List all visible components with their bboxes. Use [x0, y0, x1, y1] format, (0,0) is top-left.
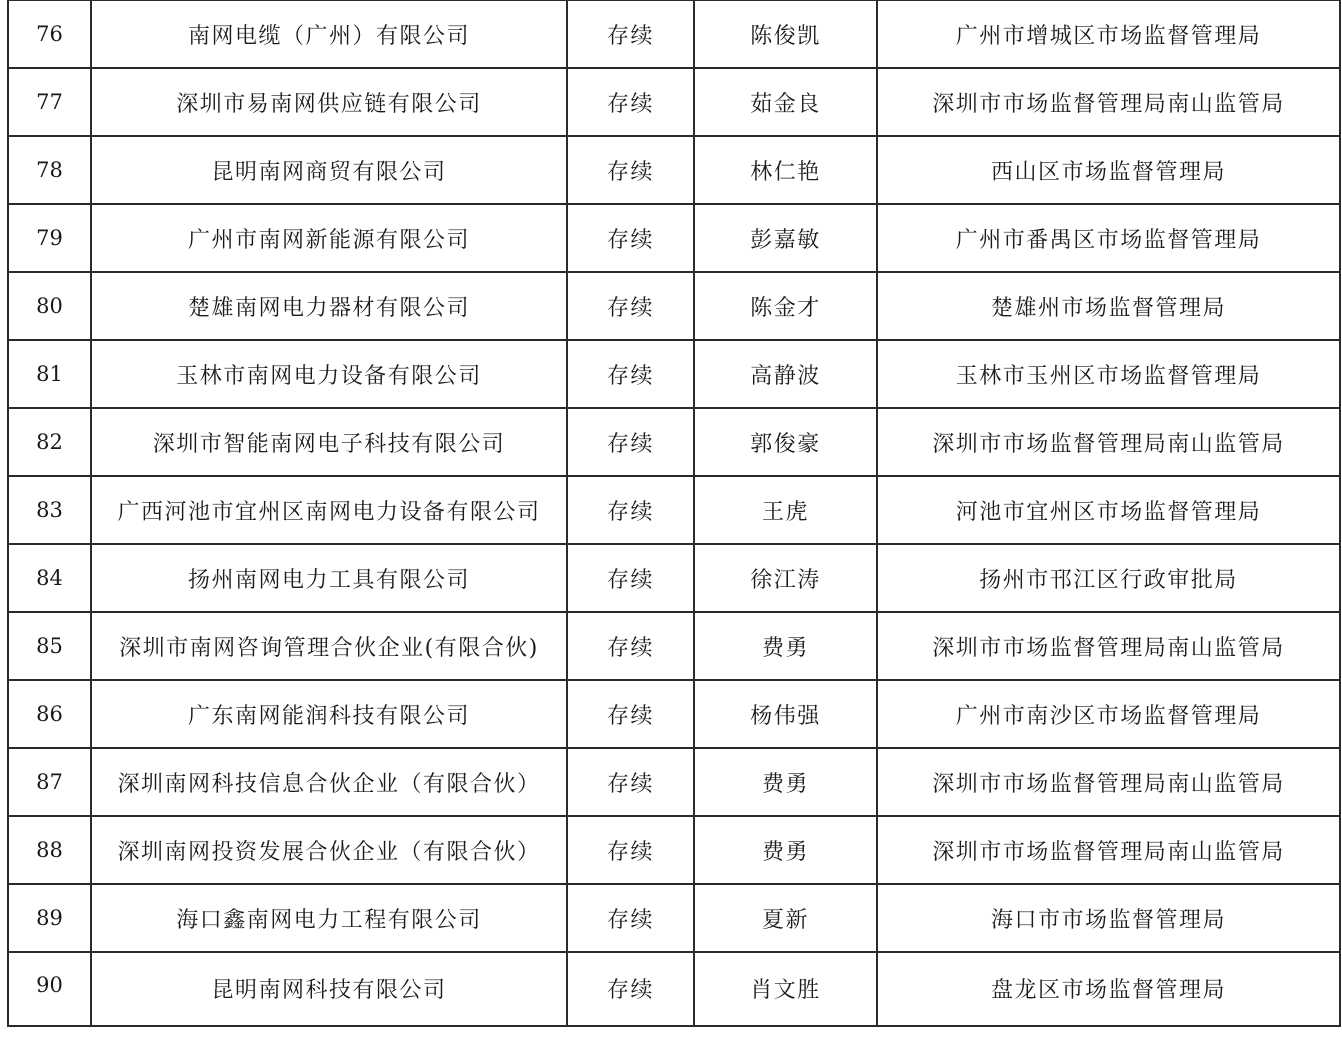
legal-representative: 陈金才: [694, 272, 877, 340]
registration-status: 存续: [567, 544, 694, 612]
legal-representative: 林仁艳: [694, 136, 877, 204]
table-row: [8, 136, 1340, 204]
registration-authority: 西山区市场监督管理局: [877, 136, 1340, 204]
row-number: 85: [8, 612, 91, 680]
registration-authority: 深圳市市场监督管理局南山监管局: [877, 612, 1340, 680]
registration-status: 存续: [567, 884, 694, 952]
table-row: [8, 680, 1340, 748]
registration-authority: 广州市增城区市场监督管理局: [877, 0, 1340, 68]
company-name: 昆明南网商贸有限公司: [91, 136, 567, 204]
registration-status: 存续: [567, 204, 694, 272]
registration-authority: 玉林市玉州区市场监督管理局: [877, 340, 1340, 408]
company-name: 扬州南网电力工具有限公司: [91, 544, 567, 612]
company-name: 深圳南网科技信息合伙企业（有限合伙）: [91, 748, 567, 816]
table-row: [8, 340, 1340, 408]
legal-representative: 彭嘉敏: [694, 204, 877, 272]
registration-status: 存续: [567, 272, 694, 340]
registration-status: 存续: [567, 476, 694, 544]
table-row: [8, 408, 1340, 476]
table-row: [8, 204, 1340, 272]
legal-representative: 茹金良: [694, 68, 877, 136]
legal-representative: 陈俊凯: [694, 0, 877, 68]
legal-representative: 徐江涛: [694, 544, 877, 612]
company-name: 海口鑫南网电力工程有限公司: [91, 884, 567, 952]
registration-status: 存续: [567, 340, 694, 408]
row-number: 90: [8, 952, 91, 1026]
row-number: 83: [8, 476, 91, 544]
legal-representative: 费勇: [694, 748, 877, 816]
registration-status: 存续: [567, 136, 694, 204]
legal-representative: 夏新: [694, 884, 877, 952]
legal-representative: 费勇: [694, 816, 877, 884]
company-name: 广西河池市宜州区南网电力设备有限公司: [91, 476, 567, 544]
row-number: 87: [8, 748, 91, 816]
row-number: 78: [8, 136, 91, 204]
table-row: [8, 544, 1340, 612]
row-number: 82: [8, 408, 91, 476]
registration-status: 存续: [567, 612, 694, 680]
registration-status: 存续: [567, 816, 694, 884]
row-number: 76: [8, 0, 91, 68]
row-number: 79: [8, 204, 91, 272]
table-row: [8, 0, 1340, 68]
legal-representative: 费勇: [694, 612, 877, 680]
registration-authority: 深圳市市场监督管理局南山监管局: [877, 68, 1340, 136]
registration-status: 存续: [567, 748, 694, 816]
company-name: 深圳市南网咨询管理合伙企业(有限合伙): [91, 612, 567, 680]
company-name: 深圳市易南网供应链有限公司: [91, 68, 567, 136]
row-number: 88: [8, 816, 91, 884]
table-row: [8, 748, 1340, 816]
row-number: 89: [8, 884, 91, 952]
company-name: 广东南网能润科技有限公司: [91, 680, 567, 748]
legal-representative: 郭俊豪: [694, 408, 877, 476]
registration-authority: 河池市宜州区市场监督管理局: [877, 476, 1340, 544]
table-row: [8, 884, 1340, 952]
table-row: [8, 816, 1340, 884]
company-name: 深圳南网投资发展合伙企业（有限合伙）: [91, 816, 567, 884]
registration-authority: 广州市南沙区市场监督管理局: [877, 680, 1340, 748]
row-number: 80: [8, 272, 91, 340]
registration-authority: 深圳市市场监督管理局南山监管局: [877, 748, 1340, 816]
legal-representative: 王虎: [694, 476, 877, 544]
row-number: 84: [8, 544, 91, 612]
company-name: 玉林市南网电力设备有限公司: [91, 340, 567, 408]
registration-authority: 深圳市市场监督管理局南山监管局: [877, 408, 1340, 476]
table-row: [8, 476, 1340, 544]
table-row: [8, 952, 1340, 1026]
company-table: [7, 0, 1341, 1027]
company-name: 昆明南网科技有限公司: [91, 952, 567, 1026]
company-name: 南网电缆（广州）有限公司: [91, 0, 567, 68]
registration-status: 存续: [567, 0, 694, 68]
registration-authority: 盘龙区市场监督管理局: [877, 952, 1340, 1026]
company-name: 深圳市智能南网电子科技有限公司: [91, 408, 567, 476]
table-row: [8, 272, 1340, 340]
registration-authority: 海口市市场监督管理局: [877, 884, 1340, 952]
registration-authority: 深圳市市场监督管理局南山监管局: [877, 816, 1340, 884]
legal-representative: 杨伟强: [694, 680, 877, 748]
row-number: 77: [8, 68, 91, 136]
registration-status: 存续: [567, 68, 694, 136]
registration-authority: 楚雄州市场监督管理局: [877, 272, 1340, 340]
table-row: [8, 612, 1340, 680]
registration-status: 存续: [567, 952, 694, 1026]
legal-representative: 高静波: [694, 340, 877, 408]
company-name: 广州市南网新能源有限公司: [91, 204, 567, 272]
registration-authority: 扬州市邗江区行政审批局: [877, 544, 1340, 612]
company-name: 楚雄南网电力器材有限公司: [91, 272, 567, 340]
table-row: [8, 68, 1340, 136]
registration-authority: 广州市番禺区市场监督管理局: [877, 204, 1340, 272]
registration-status: 存续: [567, 408, 694, 476]
registration-status: 存续: [567, 680, 694, 748]
row-number: 86: [8, 680, 91, 748]
legal-representative: 肖文胜: [694, 952, 877, 1026]
row-number: 81: [8, 340, 91, 408]
